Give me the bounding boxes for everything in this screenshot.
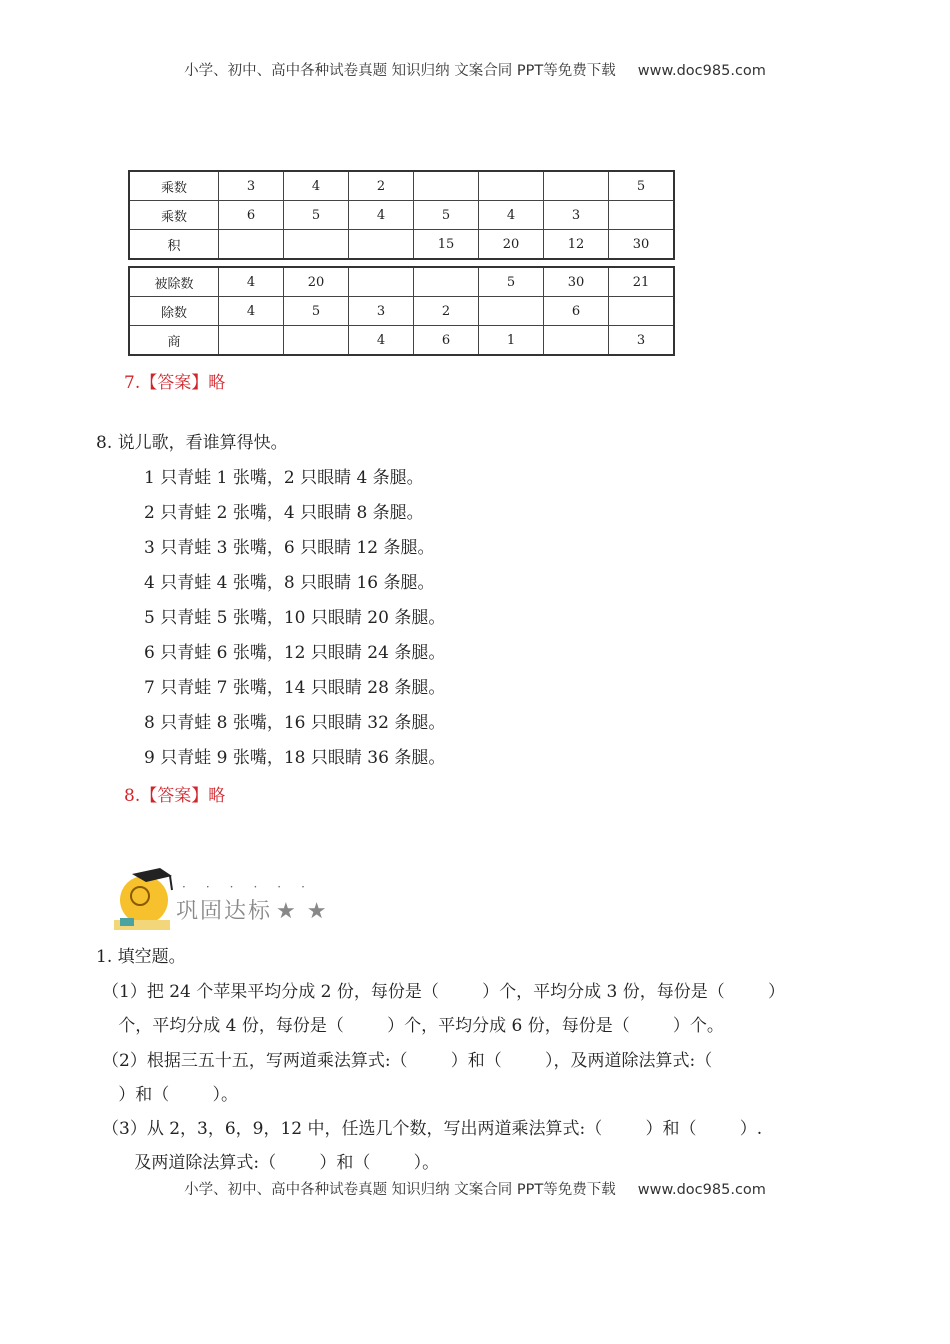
- header-url[interactable]: www.doc985.com: [637, 63, 766, 79]
- table-cell: 5: [414, 201, 479, 230]
- table-cell: [479, 297, 544, 326]
- table-cell: 3: [609, 326, 675, 356]
- table-cell: [349, 230, 414, 260]
- table-cell: 6: [219, 201, 284, 230]
- header-text: 小学、初中、高中各种试卷真题 知识归纳 文案合同 PPT等免费下载: [184, 63, 616, 79]
- table-cell: 4: [219, 297, 284, 326]
- table-cell: 20: [479, 230, 544, 260]
- table-cell: 30: [544, 267, 609, 297]
- section-title: 巩固达标 ★ ★: [176, 899, 329, 924]
- table-cell: 6: [414, 326, 479, 356]
- question-1-line: 个，平均分成 4 份，每份是（ ）个，平均分成 6 份，每份是（ ）个。: [102, 1016, 724, 1036]
- table-cell: [609, 297, 675, 326]
- rhyme-line: 5 只青蛙 5 张嘴，10 只眼睛 20 条腿。: [144, 608, 446, 628]
- table-cell: 12: [544, 230, 609, 260]
- answer-8: 8.【答案】略: [124, 786, 226, 806]
- question-1-line: （2）根据三五十五，写两道乘法算式:（ ）和（ ），及两道除法算式:（: [102, 1051, 713, 1071]
- multiplication-table: [128, 170, 675, 260]
- table-cell: [544, 326, 609, 356]
- table-row: [129, 230, 674, 260]
- table-cell: 1: [479, 326, 544, 356]
- rhyme-line: 2 只青蛙 2 张嘴，4 只眼睛 8 条腿。: [144, 503, 424, 523]
- table-cell: 6: [544, 297, 609, 326]
- table-cell: 3: [349, 297, 414, 326]
- rhyme-line: 8 只青蛙 8 张嘴，16 只眼睛 32 条腿。: [144, 713, 446, 733]
- question-1-line: 及两道除法算式:（ ）和（ ）。: [102, 1153, 440, 1173]
- table-cell: 2: [349, 171, 414, 201]
- table-cell: 3: [544, 201, 609, 230]
- footer-text: 小学、初中、高中各种试卷真题 知识归纳 文案合同 PPT等免费下载: [184, 1182, 616, 1198]
- page-header: [0, 59, 950, 80]
- table-cell: 5: [609, 171, 675, 201]
- table-cell: 4: [479, 201, 544, 230]
- question-1-title: 1. 填空题。: [96, 947, 186, 967]
- row-header: 被除数: [129, 267, 219, 297]
- table-cell: 15: [414, 230, 479, 260]
- table-cell: [414, 267, 479, 297]
- footer-url[interactable]: www.doc985.com: [637, 1182, 766, 1198]
- row-header: 除数: [129, 297, 219, 326]
- rhyme-line: 3 只青蛙 3 张嘴，6 只眼睛 12 条腿。: [144, 538, 435, 558]
- rhyme-line: 4 只青蛙 4 张嘴，8 只眼睛 16 条腿。: [144, 573, 435, 593]
- table-cell: 4: [349, 326, 414, 356]
- table-cell: [349, 267, 414, 297]
- table-cell: [219, 230, 284, 260]
- table-cell: [284, 326, 349, 356]
- question-1-line: （3）从 2，3，6，9，12 中，任选几个数，写出两道乘法算式:（ ）和（ ）.: [102, 1119, 763, 1139]
- page-footer: [0, 1178, 950, 1199]
- table-cell: [284, 230, 349, 260]
- table-cell: 5: [284, 297, 349, 326]
- table-cell: [544, 171, 609, 201]
- table-cell: 5: [479, 267, 544, 297]
- row-header: 积: [129, 230, 219, 260]
- table-row: [129, 171, 674, 201]
- row-header: 乘数: [129, 171, 219, 201]
- table-cell: 5: [284, 201, 349, 230]
- table-cell: 21: [609, 267, 675, 297]
- table-cell: 30: [609, 230, 675, 260]
- question-1-line: （1）把 24 个苹果平均分成 2 份，每份是（ ）个，平均分成 3 份，每份是（ ）: [102, 982, 785, 1002]
- answer-7: 7.【答案】略: [124, 373, 226, 393]
- table-cell: [609, 201, 675, 230]
- table-cell: 20: [284, 267, 349, 297]
- table-cell: [219, 326, 284, 356]
- table-row: [129, 297, 674, 326]
- question-1-line: ）和（ ）。: [102, 1085, 238, 1105]
- table-cell: [414, 171, 479, 201]
- table-cell: 4: [284, 171, 349, 201]
- table-row: [129, 267, 674, 297]
- table-cell: [479, 171, 544, 201]
- rhyme-line: 9 只青蛙 9 张嘴，18 只眼睛 36 条腿。: [144, 748, 446, 768]
- rhyme-line: 1 只青蛙 1 张嘴，2 只眼睛 4 条腿。: [144, 468, 424, 488]
- rhyme-line: 7 只青蛙 7 张嘴，14 只眼睛 28 条腿。: [144, 678, 446, 698]
- row-header: 乘数: [129, 201, 219, 230]
- table-cell: 4: [349, 201, 414, 230]
- star-icons: ★ ★: [276, 899, 329, 924]
- section-badge: [110, 866, 350, 936]
- table-row: [129, 201, 674, 230]
- table-cell: 4: [219, 267, 284, 297]
- table-cell: 3: [219, 171, 284, 201]
- row-header: 商: [129, 326, 219, 356]
- question-8-title: 8. 说儿歌，看谁算得快。: [96, 433, 288, 453]
- decorative-dots: ······: [182, 880, 325, 894]
- rhyme-line: 6 只青蛙 6 张嘴，12 只眼睛 24 条腿。: [144, 643, 446, 663]
- scholar-mascot-icon: [110, 866, 180, 936]
- table-cell: 2: [414, 297, 479, 326]
- division-table: [128, 266, 675, 356]
- table-row: [129, 326, 674, 356]
